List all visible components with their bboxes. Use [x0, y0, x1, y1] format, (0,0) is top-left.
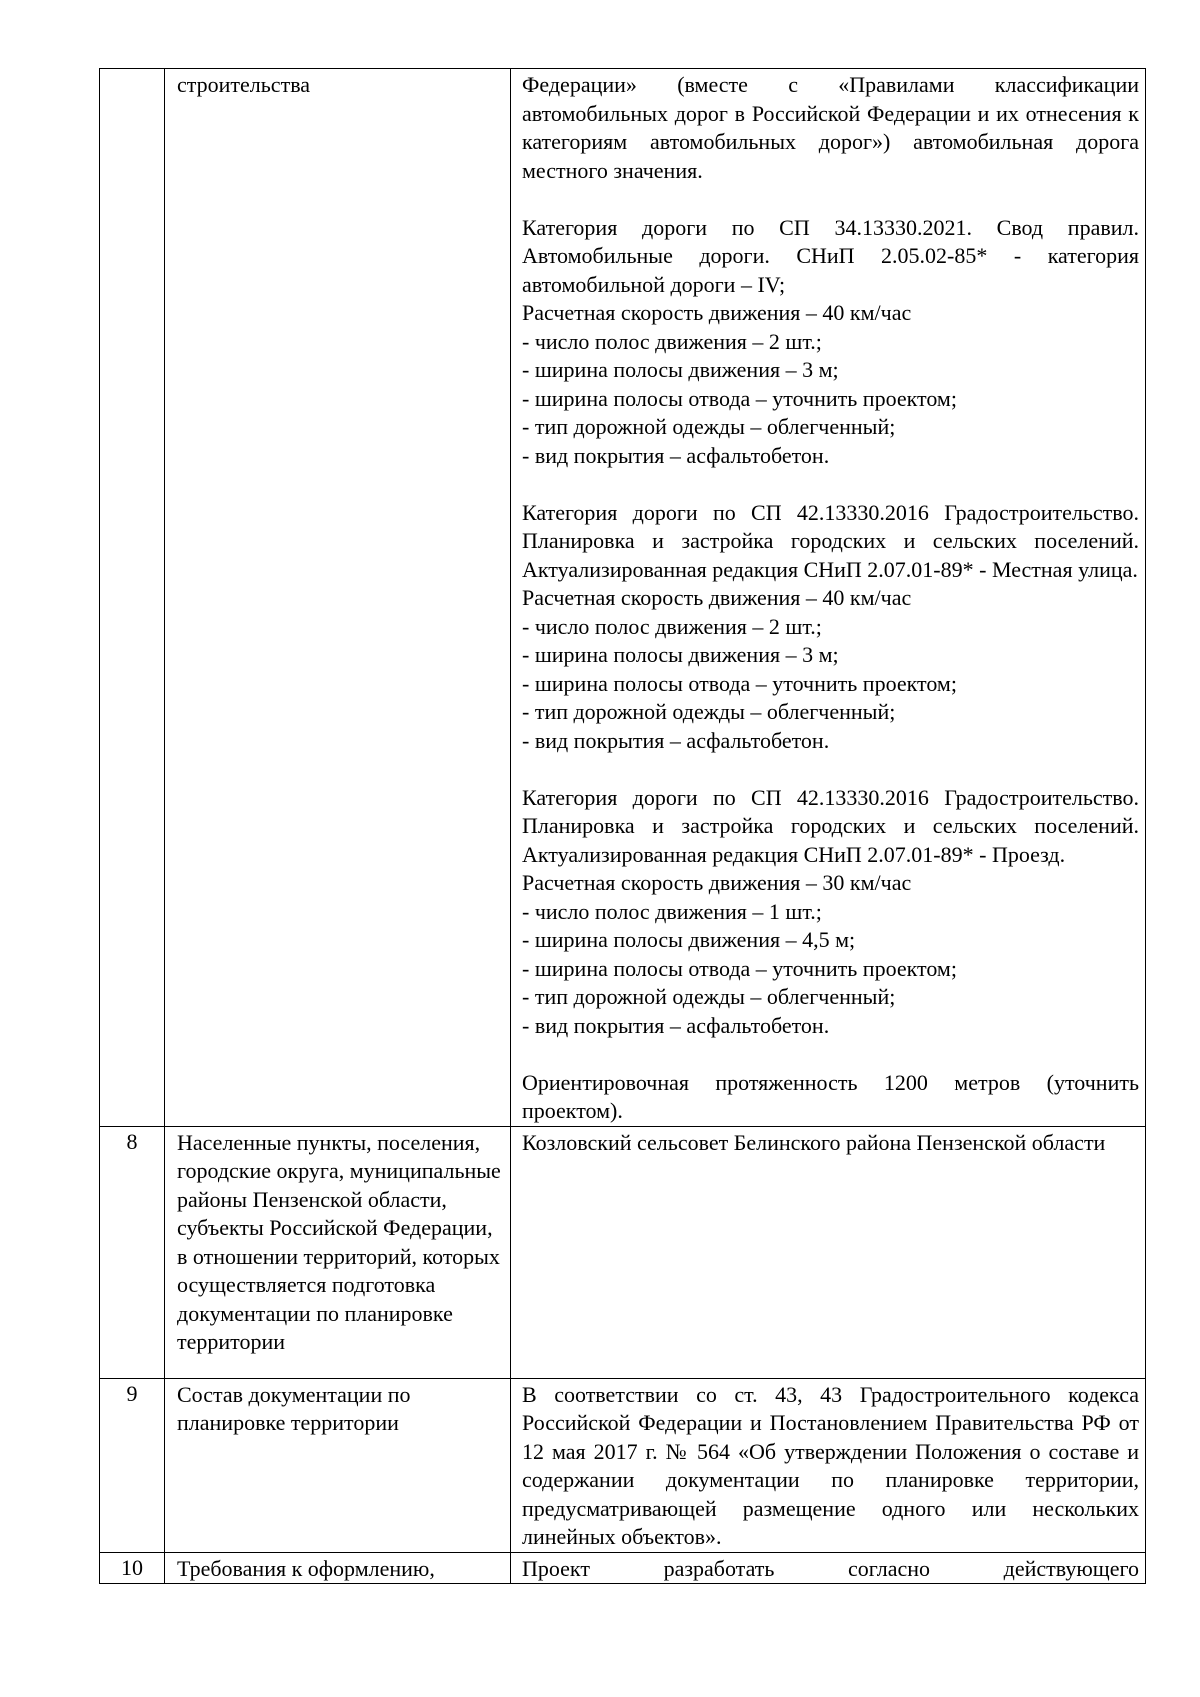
value-paragraph: Категория дороги по СП 42.13330.2016 Градостроительство. Планировка и застройка городских и сельских поселений. Актуализированная редакция СНиП 2.07.01-89* - Проезд. [522, 784, 1139, 867]
row-value-cell [511, 1552, 1146, 1584]
row-name: Состав документации по планировке территории [177, 1381, 411, 1435]
document-table [99, 68, 1146, 1584]
table-row [100, 1378, 1146, 1552]
value-line: - число полос движения – 2 шт.; [522, 613, 822, 639]
value-paragraph: Федерации» (вместе с «Правилами классификации автомобильных дорог в Российской Федерации и их отнесения к категориям автомобильных дорог») автомобильная дорога местного значения. [522, 72, 1139, 183]
row-name-cell [165, 1552, 511, 1584]
value-line: - ширина полосы движения – 3 м; [522, 357, 839, 382]
value-line: Расчетная скорость движения – 40 км/час [522, 585, 912, 610]
row-number-cell [100, 69, 165, 1127]
row-name-cell [165, 1378, 511, 1552]
row-value-cell [511, 1126, 1146, 1378]
value-paragraph: Категория дороги по СП 34.13330.2021. Свод правил. Автомобильные дороги. СНиП 2.05.02-85* - категория автомобильной дороги – IV; [522, 214, 1139, 297]
value-line: - ширина полосы отвода – уточнить проектом; [522, 670, 957, 696]
value-line: - ширина полосы движения – 4,5 м; [522, 927, 856, 952]
value-line: - тип дорожной одежды – облегченный; [522, 699, 896, 724]
row-number: 9 [126, 1380, 138, 1406]
value-line: - тип дорожной одежды – облегченный; [522, 414, 896, 439]
table-row [100, 69, 1146, 1127]
table-row [100, 1552, 1146, 1584]
row-number: 8 [126, 1128, 138, 1154]
row-name: Требования к оформлению, [177, 1555, 435, 1581]
table-row [100, 1126, 1146, 1378]
value-line: - вид покрытия – асфальтобетон. [522, 727, 830, 753]
row-name-cell [165, 1126, 511, 1378]
value-line: - тип дорожной одежды – облегченный; [522, 984, 896, 1009]
row-number [100, 69, 164, 70]
value-line: - вид покрытия – асфальтобетон. [522, 1012, 830, 1038]
value-line: - ширина полосы отвода – уточнить проектом; [522, 955, 957, 981]
row-number-cell [100, 1552, 165, 1584]
row-number-cell [100, 1126, 165, 1378]
value-line: Расчетная скорость движения – 40 км/час [522, 300, 912, 325]
row-name-cell [165, 69, 511, 1127]
value-line: Расчетная скорость движения – 30 км/час [522, 870, 912, 895]
row-value: В соответствии со ст. 43, 43 Градостроительного кодекса Российской Федерации и Постановлением Правительства РФ от 12 мая 2017 г. № 564 «Об утверждении Положения о составе и содержании документации по планировке территории, предусматривающей размещение одного или нескольких линейных объектов». [522, 1381, 1139, 1549]
row-number-cell [100, 1378, 165, 1552]
value-line: - число полос движения – 1 шт.; [522, 898, 822, 924]
value-line: - число полос движения – 2 шт.; [522, 328, 822, 354]
value-line: - ширина полосы отвода – уточнить проектом; [522, 385, 957, 411]
row-value-cell [511, 69, 1146, 1127]
value-paragraph: Ориентировочная протяженность 1200 метров (уточнить проектом). [522, 1069, 1139, 1123]
row-number: 10 [121, 1554, 143, 1580]
row-value: Проект разработать согласно действующего [522, 1555, 1139, 1581]
row-value-cell [511, 1378, 1146, 1552]
value-line: - ширина полосы движения – 3 м; [522, 642, 839, 667]
row-name: Населенные пункты, поселения, городские округа, муниципальные районы Пензенской области, субъекты Российской Федерации, в отношении территорий, которых осуществляется подготовка документации по планировке территории [177, 1129, 501, 1354]
row-value: Козловский сельсовет Белинского района Пензенской области [522, 1129, 1106, 1155]
value-line: - вид покрытия – асфальтобетон. [522, 442, 830, 468]
row-name: строительства [177, 72, 311, 97]
value-paragraph: Категория дороги по СП 42.13330.2016 Градостроительство. Планировка и застройка городских и сельских поселений. Актуализированная редакция СНиП 2.07.01-89* - Местная улица. [522, 499, 1139, 582]
